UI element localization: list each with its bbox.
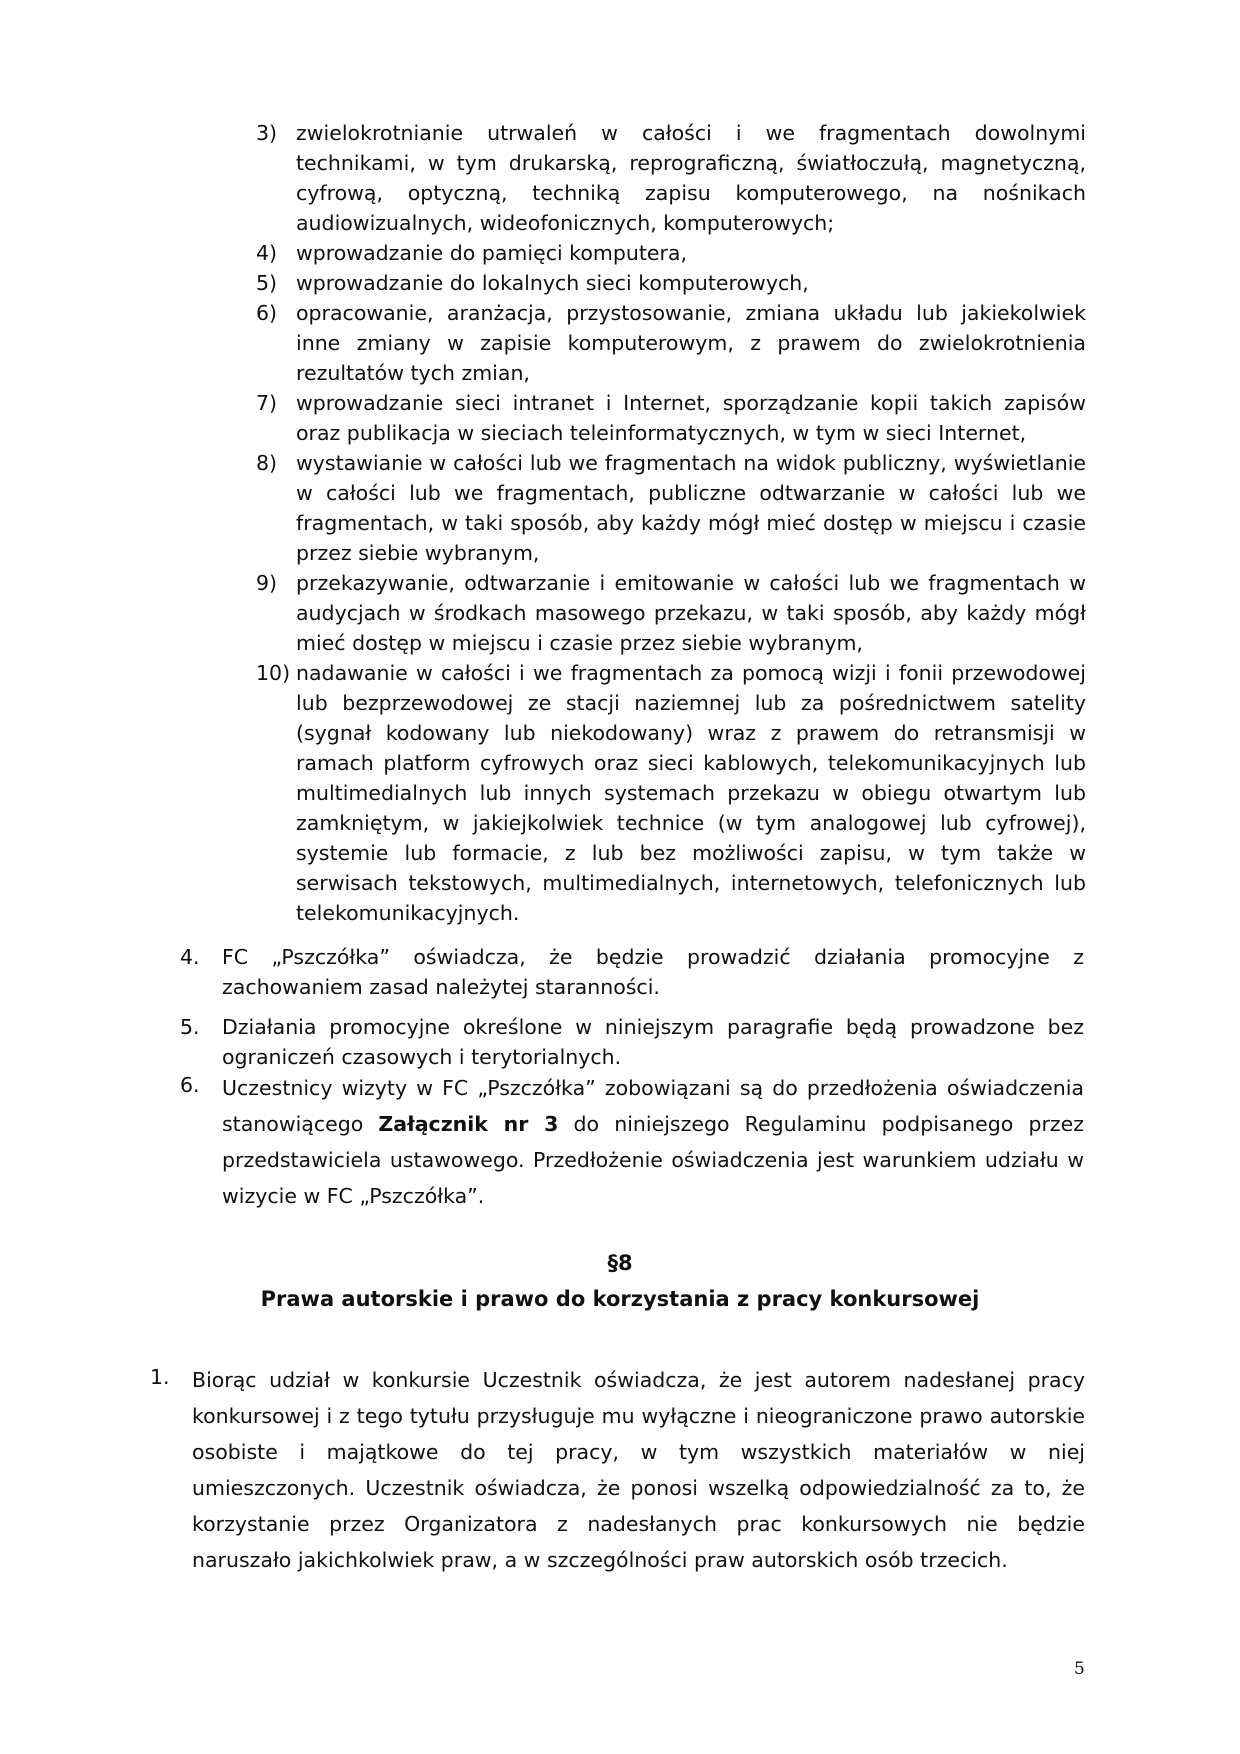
paragraph-list xyxy=(180,942,1084,1214)
section-8-list xyxy=(150,1362,1085,1578)
sub-item-number: 4) xyxy=(256,241,278,265)
sub-item-number: 3) xyxy=(256,121,278,145)
paragraph-item-4 xyxy=(180,942,1084,1002)
sub-item-10 xyxy=(256,658,1086,928)
sub-item-7 xyxy=(256,388,1086,448)
paragraph-text: FC „Pszczółka” oświadcza, że będzie prowadzić działania promocyjne z zachowaniem zasad należytej staranności. xyxy=(222,945,1084,999)
paragraph-number: 5. xyxy=(180,1015,200,1039)
sub-item-6 xyxy=(256,298,1086,388)
sub-item-number: 6) xyxy=(256,301,278,325)
sub-item-5 xyxy=(256,268,1086,298)
sub-item-text: wprowadzanie sieci intranet i Internet, sporządzanie kopii takich zapisów oraz publikacja w sieciach teleinformatycznych, w tym w sieci Internet, xyxy=(296,391,1086,445)
sub-item-text: zwielokrotnianie utrwaleń w całości i we fragmentach dowolnymi technikami, w tym drukarską, reprograficzną, światłoczułą, magnetyczną, cyfrową, optyczną, techniką zapisu komputerowego, na nośnikach audiowizualnych, wideofonicznych, komputerowych; xyxy=(296,121,1086,235)
paragraph-number: 4. xyxy=(180,945,200,969)
paragraph-text-start: Uczestnicy wizyty w FC „Pszczółka” zobowiązani są do przedłożenia oświadczenia stanowiącego xyxy=(222,1076,1084,1136)
sub-item-4 xyxy=(256,238,1086,268)
sub-item-text: wystawianie w całości lub we fragmentach na widok publiczny, wyświetlanie w całości lub we fragmentach, publiczne odtwarzanie w całości lub we fragmentach, w taki sposób, aby każdy mógł mieć dostęp w miejscu i czasie przez siebie wybranym, xyxy=(296,451,1086,565)
section-sign: §8 xyxy=(607,1251,633,1275)
sub-item-number: 7) xyxy=(256,391,278,415)
paragraph-item-6 xyxy=(180,1070,1084,1214)
sub-item-number: 9) xyxy=(256,571,278,595)
paragraph-item-5 xyxy=(180,1012,1084,1072)
sub-item-3 xyxy=(256,118,1086,238)
sub-item-number: 10) xyxy=(256,661,291,685)
sub-item-number: 5) xyxy=(256,271,278,295)
paragraph-text: Działania promocyjne określone w niniejszym paragrafie będą prowadzone bez ograniczeń czasowych i terytorialnych. xyxy=(222,1015,1084,1069)
sub-item-text: przekazywanie, odtwarzanie i emitowanie w całości lub we fragmentach w audycjach w środkach masowego przekazu, w taki sposób, aby każdy mógł mieć dostęp w miejscu i czasie przez siebie wybranym, xyxy=(296,571,1086,655)
sub-item-text: nadawanie w całości i we fragmentach za pomocą wizji i fonii przewodowej lub bezprzewodowej ze stacji naziemnej lub za pośrednictwem satelity (sygnał kodowany lub niekodowany) wraz z prawem do retransmisji w ramach platform cyfrowych oraz sieci kablowych, telekomunikacyjnych lub multimedialnych lub innych systemach przekazu w obiegu otwartym lub zamkniętym, w jakiejkolwiek technice (w tym analogowej lub cyfrowej), systemie lub formacie, z lub bez możliwości zapisu, w tym także w serwisach tekstowych, multimedialnych, internetowych, telefonicznych lub telekomunikacyjnych. xyxy=(296,661,1086,925)
sub-item-number: 8) xyxy=(256,451,278,475)
paragraph-number: 6. xyxy=(180,1073,200,1097)
paragraph-text: Biorąc udział w konkursie Uczestnik oświadcza, że jest autorem nadesłanej pracy konkursowej i z tego tytułu przysługuje mu wyłączne i nieograniczone prawo autorskie osobiste i majątkowe do tej pracy, w tym wszystkich materiałów w niej umieszczonych. Uczestnik oświadcza, że ponosi wszelką odpowiedzialność za to, że korzystanie przez Organizatora z nadesłanych prac konkursowych nie będzie naruszało jakichkolwiek praw, a w szczególności praw autorskich osób trzecich. xyxy=(192,1368,1085,1572)
sub-item-text: wprowadzanie do lokalnych sieci komputerowych, xyxy=(296,271,809,295)
sub-item-text: wprowadzanie do pamięci komputera, xyxy=(296,241,688,265)
sub-item-9 xyxy=(256,568,1086,658)
paragraph-text xyxy=(222,1076,1084,1208)
sub-item-text: opracowanie, aranżacja, przystosowanie, zmiana układu lub jakiekolwiek inne zmiany w zapisie komputerowym, z prawem do zwielokrotnienia rezultatów tych zmian, xyxy=(296,301,1086,385)
paragraph-number: 1. xyxy=(150,1365,170,1389)
page-number: 5 xyxy=(1074,1659,1085,1679)
rights-sub-list xyxy=(256,118,1086,928)
paragraph-text-end: do niniejszego Regulaminu podpisanego przez przedstawiciela ustawowego. Przedłożenie oświadczenia jest warunkiem udziału w wizycie w FC „Pszczółka”. xyxy=(222,1112,1085,1208)
section-title: Prawa autorskie i prawo do korzystania z pracy konkursowej xyxy=(260,1287,980,1311)
attachment-reference: Załącznik nr 3 xyxy=(378,1112,559,1136)
section-8-item-1 xyxy=(150,1362,1085,1578)
sub-item-8 xyxy=(256,448,1086,568)
